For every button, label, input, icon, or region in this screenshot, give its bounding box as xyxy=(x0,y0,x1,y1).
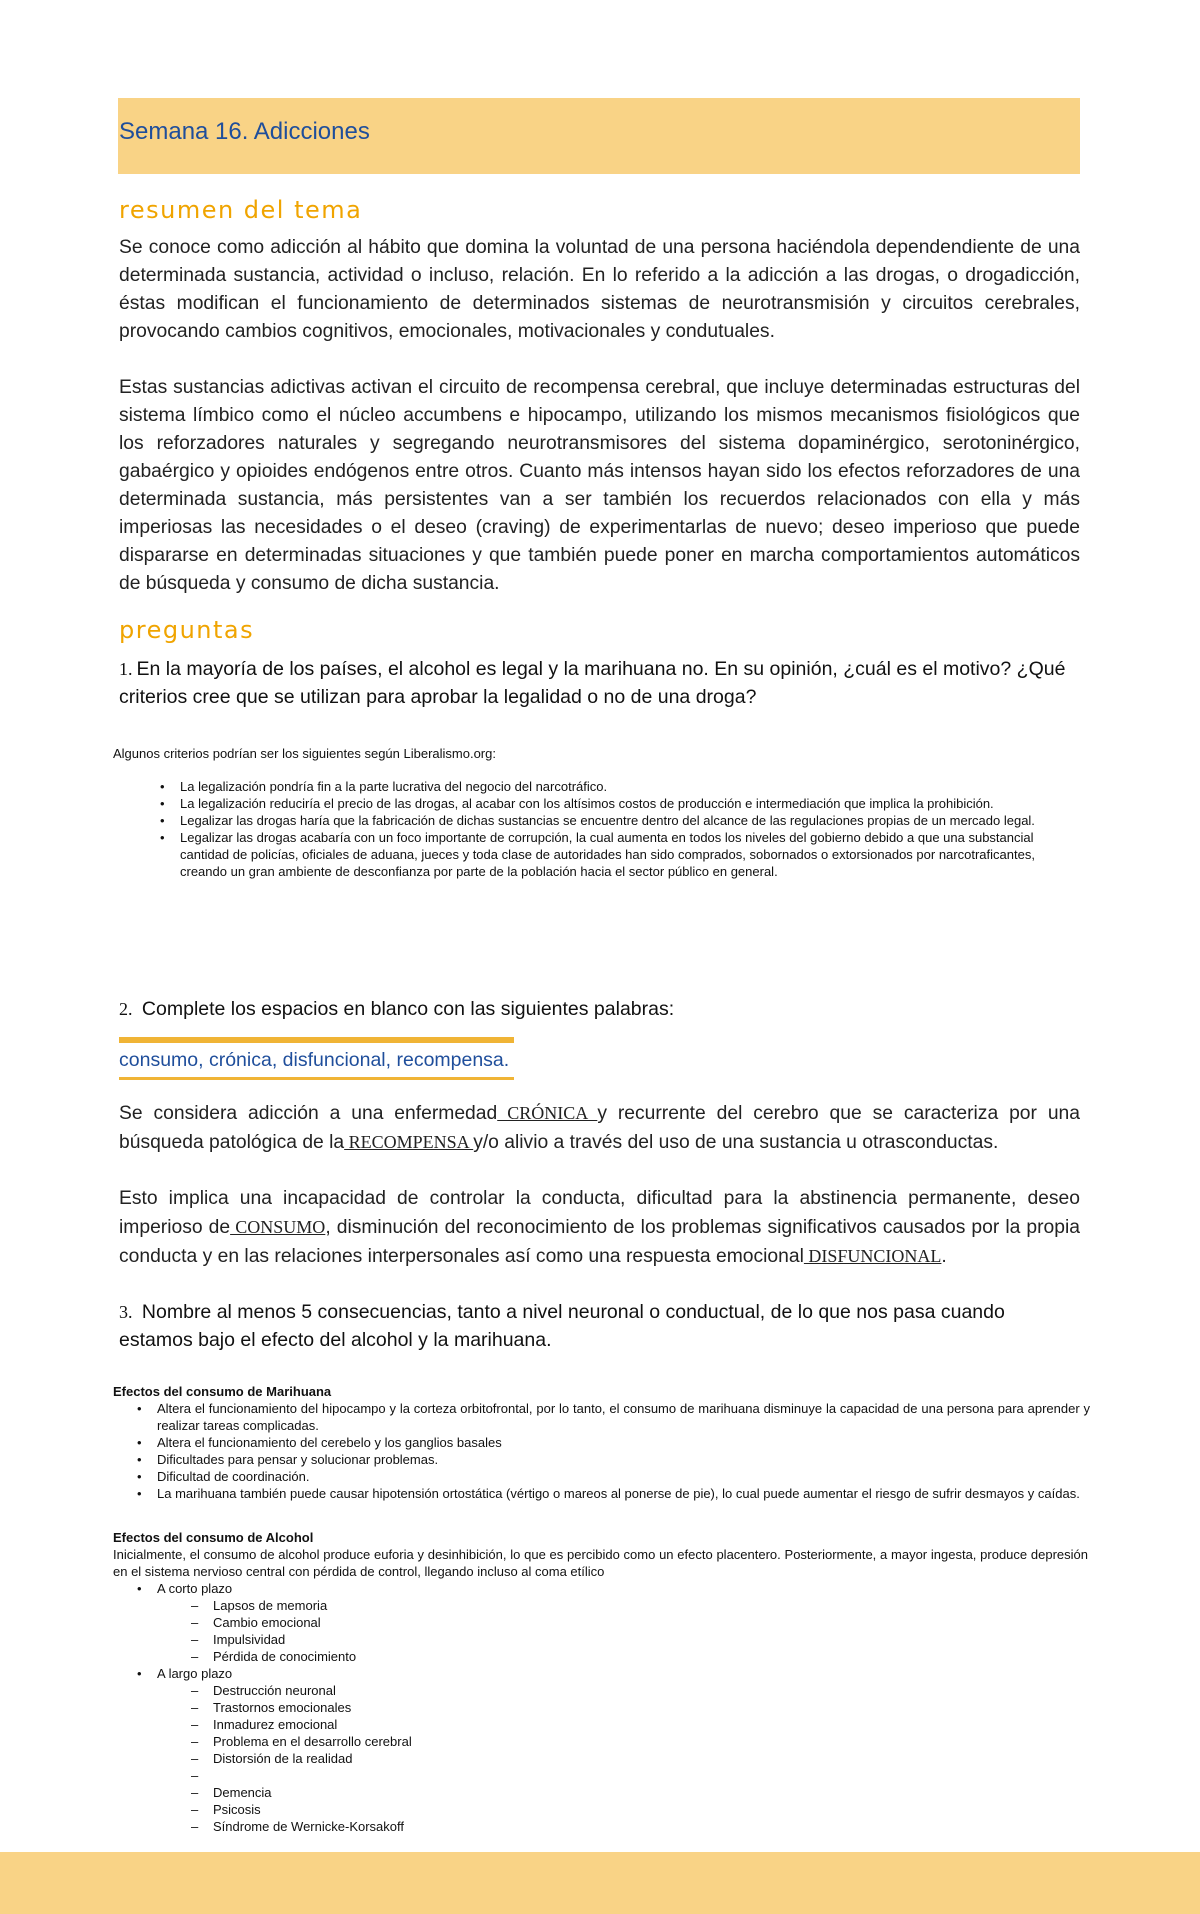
highlight-bar xyxy=(119,1037,514,1043)
alcohol-title: Efectos del consumo de Alcohol xyxy=(113,1530,314,1545)
blank-answer: RECOMPENSA xyxy=(344,1132,474,1152)
question-1 xyxy=(119,655,1080,711)
list-item: • Dificultades para pensar y solucionar problemas. xyxy=(135,1451,1090,1468)
list-item: – Cambio emocional xyxy=(191,1614,735,1631)
list-item: – Lapsos de memoria xyxy=(191,1597,735,1614)
alcohol-intro: Inicialmente, el consumo de alcohol produce euforia y desinhibición, lo que es percibido como un efecto placentero. Posteriormente, a mayor ingesta, produce depresión en el sistema nervioso central con pérdida de control, llegando incluso al coma etílico xyxy=(113,1547,1088,1579)
answer-list xyxy=(158,778,1038,880)
question-number: 1. xyxy=(119,659,133,679)
short-term-label: A corto plazo xyxy=(157,1581,233,1596)
list-item: • Legalizar las drogas haría que la fabricación de dichas sustancias se encuentre dentro del alcance de las regulaciones propias de un mercado legal. xyxy=(158,812,1038,829)
page-title: Semana 16. Adicciones xyxy=(119,118,370,145)
sentence-part: , disminución del reconocimiento de los problemas significativos causados por la propia conducta y en las relaciones interpersonales así como una respuesta emocional xyxy=(119,1217,1080,1267)
questions-heading: preguntas xyxy=(119,616,255,644)
list-item: – Psicosis xyxy=(191,1801,735,1818)
list-item: – Pérdida de conocimiento xyxy=(191,1648,735,1665)
question-2 xyxy=(119,995,1080,1023)
question-text: Complete los espacios en blanco con las siguientes palabras: xyxy=(141,998,675,1020)
marihuana-title: Efectos del consumo de Marihuana xyxy=(113,1384,332,1399)
sentence-part: Esto implica una incapacidad de controlar la conducta, dificultad para la abstinencia permanente, deseo imperioso de xyxy=(119,1188,1080,1238)
list-item: • Altera el funcionamiento del hipocampo y la corteza orbitofrontal, por lo tanto, el consumo de marihuana disminuye la capacidad de una persona para aprender y realizar tareas complicadas. xyxy=(135,1400,1090,1434)
sentence-part: Se considera adicción a una enfermedad xyxy=(119,1103,498,1124)
list-item: – Síndrome de Wernicke-Korsakoff xyxy=(191,1818,735,1835)
fill-in-paragraph-1 xyxy=(119,1099,1080,1157)
summary-paragraph-1: Se conoce como adicción al hábito que domina la voluntad de una persona haciéndola dependendiente de una determinada sustancia, actividad o incluso, relación. En lo referido a la adicción a las drogas, o drogadicción, éstas modifican el funcionamiento de determinados sistemas de neurotransmisión y circuitos cerebrales, provocando cambios cognitivos, emocionales, motivacionales y condutuales. xyxy=(119,237,1080,342)
sentence-part: . xyxy=(941,1246,947,1267)
question-number: 2. xyxy=(119,999,133,1019)
list-item: – Demencia xyxy=(191,1784,735,1801)
blank-answer: CRÓNICA xyxy=(497,1103,598,1123)
list-item: – Inmadurez emocional xyxy=(191,1716,735,1733)
list-item: – Distorsión de la realidad xyxy=(191,1750,735,1767)
blank-answer: DISFUNCIONAL xyxy=(803,1246,942,1266)
summary-heading: resumen del tema xyxy=(119,196,363,224)
footer-band xyxy=(0,1852,1200,1914)
question-text: En la mayoría de los países, el alcohol es legal y la marihuana no. En su opinión, ¿cuál es el motivo? ¿Qué criterios cree que se utilizan para aprobar la legalidad o no de una droga? xyxy=(119,658,1066,708)
blank-answer: CONSUMO xyxy=(230,1217,326,1237)
word-bank: consumo, crónica, disfuncional, recompensa. xyxy=(119,1049,510,1071)
fill-in-paragraph-2 xyxy=(119,1184,1080,1271)
sentence-part: y recurrente del cerebro que se caracteriza por una búsqueda patológica de la xyxy=(119,1103,1081,1153)
list-item: – Impulsividad xyxy=(191,1631,735,1648)
marihuana-list xyxy=(135,1400,1090,1502)
question-number: 3. xyxy=(119,1302,133,1322)
list-item: • La legalización pondría fin a la parte lucrativa del negocio del narcotráfico. xyxy=(158,778,1038,795)
answer-intro: Algunos criterios podrían ser los siguientes según Liberalismo.org: xyxy=(113,746,496,761)
alcohol-terms xyxy=(135,1580,735,1835)
long-term-label: A largo plazo xyxy=(157,1666,233,1681)
short-term-list xyxy=(157,1597,735,1665)
sentence-part: y/o alivio a través del uso de una sustancia u otrasconductas. xyxy=(473,1132,999,1153)
header-band xyxy=(118,98,1080,174)
list-item: • Dificultad de coordinación. xyxy=(135,1468,1090,1485)
question-text: Nombre al menos 5 consecuencias, tanto a nivel neuronal o conductual, de lo que nos pasa cuando estamos bajo el efecto del alcohol y la marihuana. xyxy=(119,1301,1005,1351)
highlight-bar-bottom xyxy=(119,1077,514,1080)
list-item: – Problema en el desarrollo cerebral xyxy=(191,1733,735,1750)
list-item: • La legalización reduciría el precio de las drogas, al acabar con los altísimos costos de producción e intermediación que implica la prohibición. xyxy=(158,795,1038,812)
list-item: – Destrucción neuronal xyxy=(191,1682,735,1699)
list-item xyxy=(135,1665,735,1835)
list-item: • Altera el funcionamiento del cerebelo y los ganglios basales xyxy=(135,1434,1090,1451)
list-item xyxy=(135,1580,735,1665)
question-3 xyxy=(119,1298,1080,1354)
list-item: • La marihuana también puede causar hipotensión ortostática (vértigo o mareos al ponerse de pie), lo cual puede aumentar el riesgo de sufrir desmayos y caídas. xyxy=(135,1485,1090,1502)
summary-paragraph-2: Estas sustancias adictivas activan el circuito de recompensa cerebral, que incluye determinadas estructuras del sistema límbico como el núcleo accumbens e hipocampo, utilizando los mismos mecanismos fisiológicos que los reforzadores naturales y segregando neurotransmisores del sistema dopaminérgico, serotoninérgico, gabaérgico y opioides endógenos entre otros. Cuanto más intensos hayan sido los efectos reforzadores de una determinada sustancia, más persistentes van a ser también los recuerdos relacionados con ella y más imperiosas las necesidades o el deseo (craving) de experimentarlas de nuevo; deseo imperioso que puede dispararse en determinadas situaciones y que también puede poner en marcha comportamientos automáticos de búsqueda y consumo de dicha sustancia. xyxy=(119,377,1080,594)
long-term-list xyxy=(157,1682,735,1835)
list-item xyxy=(191,1767,735,1784)
list-item: – Trastornos emocionales xyxy=(191,1699,735,1716)
list-item: • Legalizar las drogas acabaría con un foco importante de corrupción, la cual aumenta en todos los niveles del gobierno debido a que una substancial cantidad de policías, oficiales de aduana, jueces y toda clase de autoridades han sido comprados, sobornados o extorsionados por narcotraficantes, creando un gran ambiente de desconfianza por parte de la población hacia el sector público en general. xyxy=(158,829,1038,880)
